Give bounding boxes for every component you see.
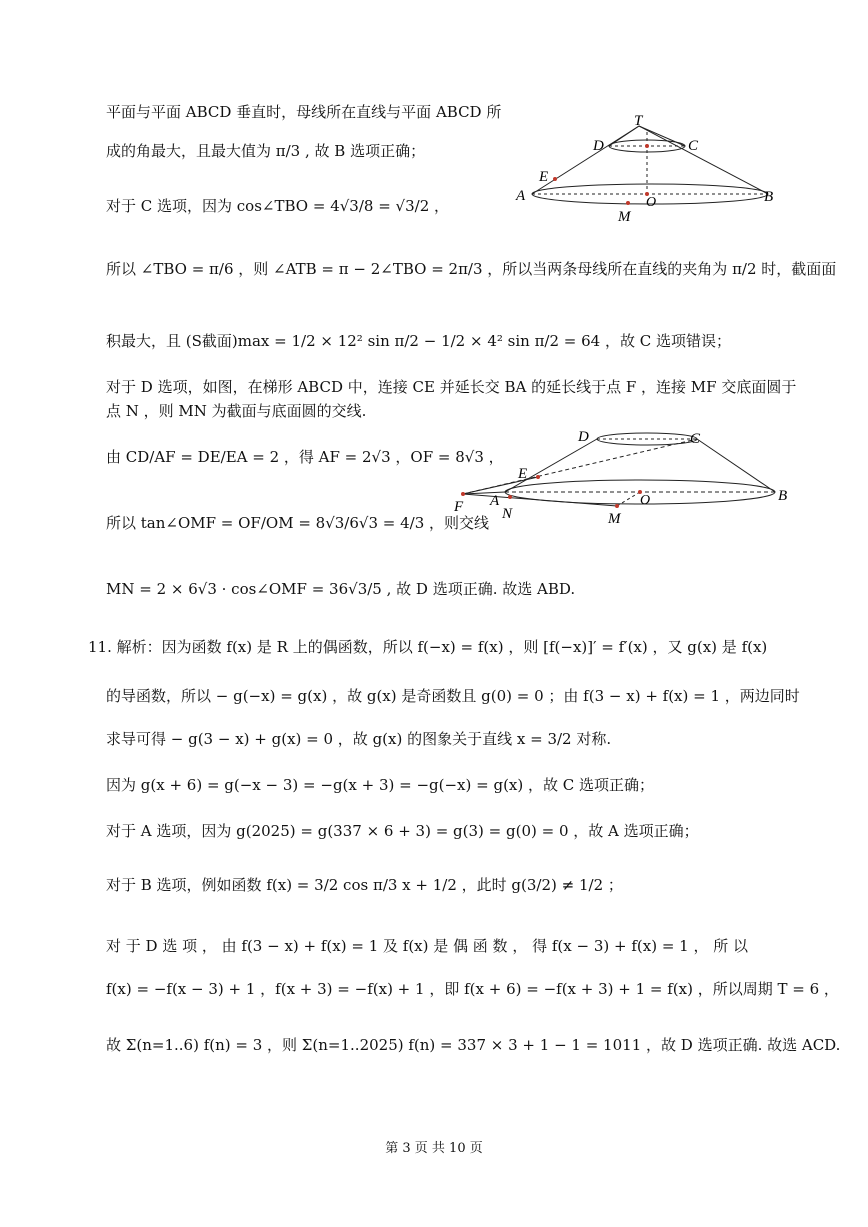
text-line-18: f(x) = −f(x − 3) + 1 ，f(x + 3) = −f(x) + 1 ，即 f(x + 6) = −f(x + 3) + 1 = f(x) ，所以周期 T = 6 ， <box>106 980 839 998</box>
label-e-2: E <box>518 466 528 482</box>
label-e: E <box>539 169 549 185</box>
label-m-2: M <box>608 511 621 527</box>
text-line-4: 所以 ∠TBO = π/6 ，则 ∠ATB = π − 2∠TBO = 2π/3 ，所以当两条母线所在直线的夹角为 π/2 时，截面面 <box>106 260 837 278</box>
label-t: T <box>634 113 643 129</box>
label-b: B <box>764 189 774 205</box>
text-line-8: 由 CD/AF = DE/EA = 2 ，得 AF = 2√3 ，OF = 8√3 ， <box>106 448 504 466</box>
text-line-17: 对 于 D 选 项 ， 由 f(3 − x) + f(x) = 1 及 f(x) 是 偶 函 数 ， 得 f(x − 3) + f(x) = 1 ， 所 以 <box>106 937 748 955</box>
frustum-figure-2 <box>450 422 795 532</box>
text-line-3: 对于 C 选项，因为 cos∠TBO = 4√3/8 = √3/2 ， <box>106 197 450 215</box>
label-o-2: O <box>640 493 651 508</box>
point-f <box>461 492 465 496</box>
label-a-2: A <box>490 493 500 509</box>
label-o: O <box>646 195 657 210</box>
text-line-11: 11. 解析：因为函数 f(x) 是 R 上的偶函数，所以 f(−x) = f(x) ，则 [f(−x)]′ = f′(x) ，又 g(x) 是 f(x) <box>88 638 768 656</box>
text-line-9: 所以 tan∠OMF = OF/OM = 8√3/6√3 = 4/3 ，则交线 <box>106 514 490 532</box>
frustum-figure-1 <box>510 108 790 228</box>
text-line-15: 对于 A 选项，因为 g(2025) = g(337 × 6 + 3) = g(3) = g(0) = 0 ，故 A 选项正确； <box>106 822 699 840</box>
text-line-2: 成的角最大，且最大值为 π/3 , 故 B 选项正确； <box>106 142 426 160</box>
label-d-2: D <box>578 429 589 445</box>
point-m <box>626 201 630 205</box>
point-n <box>508 495 512 499</box>
label-b-2: B <box>778 488 788 504</box>
label-c-2: C <box>690 431 701 447</box>
point-e-2 <box>536 475 540 479</box>
text-line-10: MN = 2 × 6√3 · cos∠OMF = 36√3/5 , 故 D 选项正确. 故选 ABD. <box>106 580 576 598</box>
label-n: N <box>502 506 513 522</box>
text-line-7: 点 N ，则 MN 为截面与底面圆的交线. <box>106 402 367 420</box>
label-f: F <box>454 499 464 515</box>
text-line-12: 的导函数，所以 − g(−x) = g(x) ，故 g(x) 是奇函数且 g(0) = 0 ；由 f(3 − x) + f(x) = 1 ，两边同时 <box>106 687 800 705</box>
label-d: D <box>593 138 604 154</box>
text-line-6: 对于 D 选项，如图，在梯形 ABCD 中，连接 CE 并延长交 BA 的延长线于点 F ，连接 MF 交底面圆于 <box>106 378 797 396</box>
top-center-point <box>645 144 649 148</box>
text-line-19: 故 Σ(n=1..6) f(n) = 3 ，则 Σ(n=1..2025) f(n) = 337 × 3 + 1 − 1 = 1011 ，故 D 选项正确. 故选 ACD. <box>106 1036 841 1054</box>
point-e <box>553 177 557 181</box>
label-m: M <box>618 209 631 225</box>
point-m-2 <box>615 504 619 508</box>
text-line-5: 积最大，且 (S截面)max = 1/2 × 12² sin π/2 − 1/2 × 4² sin π/2 = 64 ，故 C 选项错误； <box>106 332 731 350</box>
text-line-16: 对于 B 选项，例如函数 f(x) = 3/2 cos π/3 x + 1/2 ，此时 g(3/2) ≠ 1/2 ； <box>106 876 623 894</box>
page-footer: 第 3 页 共 10 页 <box>385 1141 483 1156</box>
label-a: A <box>516 188 526 204</box>
text-line-13: 求导可得 − g(3 − x) + g(x) = 0 ，故 g(x) 的图象关于直线 x = 3/2 对称. <box>106 730 612 748</box>
text-line-1: 平面与平面 ABCD 垂直时，母线所在直线与平面 ABCD 所 <box>106 103 502 121</box>
label-c: C <box>688 138 699 154</box>
text-line-14: 因为 g(x + 6) = g(−x − 3) = −g(x + 3) = −g(−x) = g(x) ，故 C 选项正确； <box>106 776 655 794</box>
